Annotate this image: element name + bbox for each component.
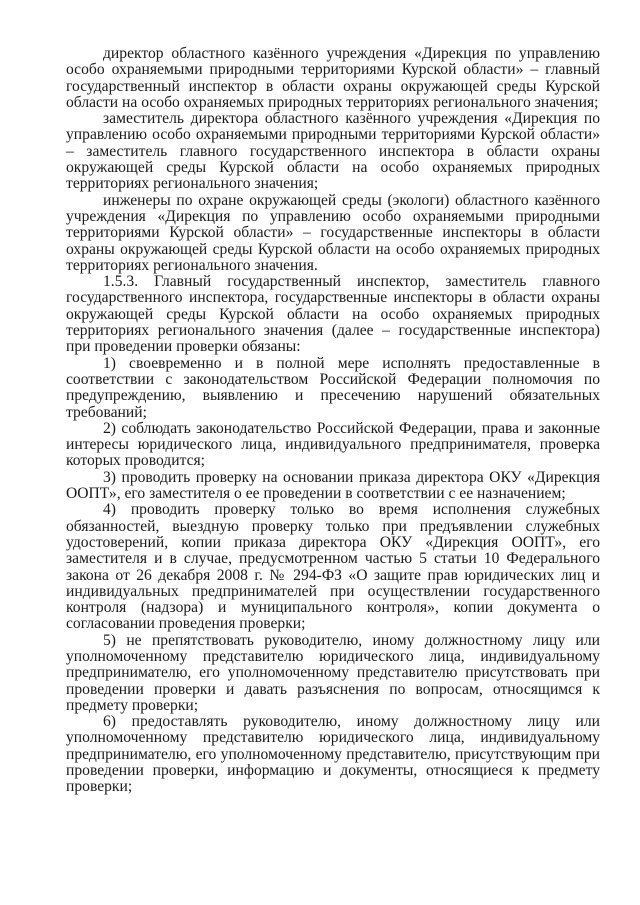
document-body xyxy=(66,46,600,796)
list-item-4: 4) проводить проверку только во время исполнения служебных обязанностей, выездную проверку только при предъявлении служебных удостоверений, копии приказа директора ОКУ «Дирекция ООПТ», его заместителя и в случае, предусмотренном частью 5 статьи 10 Федерального закона от 26 декабря 2008 г. № 294-ФЗ «О защите прав юридических лиц и индивидуальных предпринимателей при осуществлении государственного контроля (надзора) и муниципального контроля», копии документа о согласовании проведения проверки; xyxy=(66,501,600,633)
paragraph-engineers: инженеры по охране окружающей среды (экологи) областного казённого учреждения «Дирекция по управлению особо охраняемыми природными территориями Курской области» – государственные инспекторы в области охраны окружающей среды Курской области на особо охраняемых природных территориях регионального значения. xyxy=(66,191,600,274)
list-item-3: 3) проводить проверку на основании приказа директора ОКУ «Дирекция ООПТ», его заместителя о ее проведении в соответствии с ее назначением; xyxy=(66,468,600,503)
list-item-6: 6) предоставлять руководителю, иному должностному лицу или уполномоченному представителю юридического лица, индивидуальному предпринимателю, его уполномоченному представителю, присутствующим при проведении проверки, информацию и документы, относящиеся к предмету проверки; xyxy=(66,713,600,796)
paragraph-deputy-director: заместитель директора областного казённого учреждения «Дирекция по управлению особо охраняемыми природными территориями Курской области» – заместитель главного государственного инспектора в области охраны окружающей среды Курской области на особо охраняемых природных территориях регионального значения; xyxy=(66,110,600,193)
list-item-1: 1) своевременно и в полной мере исполнять предоставленные в соответствии с законодательством Российской Федерации полномочия по предупреждению, выявлению и пресечению нарушений обязательных требований; xyxy=(66,354,600,421)
paragraph-director: директор областного казённого учреждения «Дирекция по управлению особо охраняемыми природными территориями Курской области» – главный государственный инспектор в области охраны окружающей среды Курской области на особо охраняемых природных территориях регионального значения; xyxy=(66,45,600,111)
list-item-5: 5) не препятствовать руководителю, иному должностному лицу или уполномоченному представителю юридического лица, индивидуальному предпринимателю, его уполномоченному представителю присутствовать при проведении проверки и давать разъяснения по вопросам, относящимся к предмету проверки; xyxy=(66,631,600,714)
list-item-2: 2) соблюдать законодательство Российской Федерации, права и законные интересы юридического лица, индивидуального предпринимателя, проверка которых проводится; xyxy=(66,419,600,470)
paragraph-section-1-5-3: 1.5.3. Главный государственный инспектор, заместитель главного государственного инспектора, государственные инспекторы в области охраны окружающей среды Курской области на особо охраняемых природных территориях регионального значения (далее – государственные инспектора) при проведении проверки обязаны: xyxy=(66,273,600,356)
